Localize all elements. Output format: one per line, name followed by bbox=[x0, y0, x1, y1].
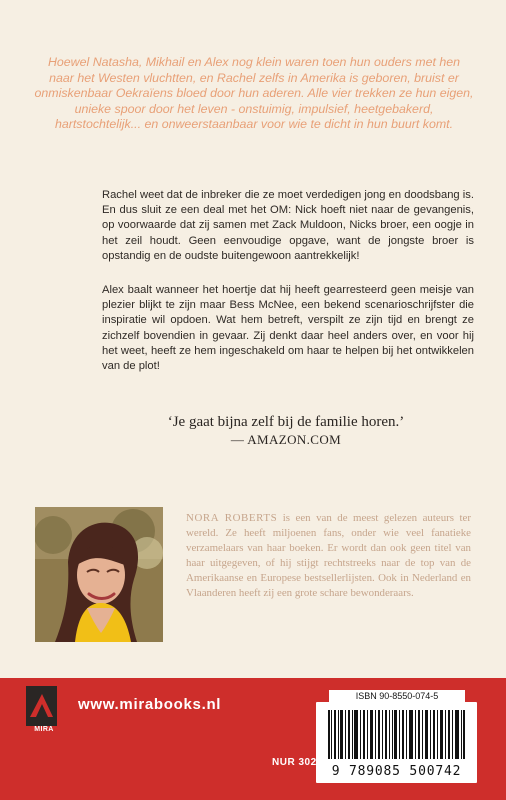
description-paragraph-2: Alex baalt wanneer het hoertje dat hij heeft gearresteerd geen meisje van plezier blijkt te zijn maar Bess McNee, een bekend scenarioschrijfster die inspiratie wil opdoen. Wat hem betreft, verspilt ze zijn tijd en brengt ze zichzelf bovendien in gevaar. Zij denkt daar heel anders over, en voor hij het weet, heeft ze hem ingeschakeld om haar te helpen bij het ontwikkelen van de plot! bbox=[102, 284, 474, 373]
website-link[interactable]: www.mirabooks.nl bbox=[78, 696, 222, 713]
publisher-name: MIRA bbox=[34, 726, 54, 733]
barcode-area bbox=[316, 702, 477, 783]
intro-blurb: Hoewel Natasha, Mikhail en Alex nog klein waren toen hun ouders met hen naar het Westen vluchtten, en Rachel zelfs in Amerika is geboren, bruist er onmiskenbaar Oekraïens bloed door hun aderen. Alle vier trekken ze hun eigen, unieke spoor door het leven - onstuimig, impulsief, heetgebakerd, hartstochtelijk... en onweerstaanbaar voor wie te dicht in hun buurt komt. bbox=[34, 55, 474, 132]
review-quote: ‘Je gaat bijna zelf bij de familie horen.’ bbox=[167, 414, 405, 430]
description-paragraph-1: Rachel weet dat de inbreker die ze moet verdedigen jong en doodsbang is. En dus sluit ze een deal met het OM: Nick hoeft niet naar de gevangenis, op voorwaarde dat zij samen met Zack Muldoon, Nicks broer, een oogje in het zeil houdt. Geen eenvoudige opgave, want de jongste broer is opstandig en de oudste buitengewoon aantrekkelijk! bbox=[102, 189, 474, 262]
mira-logo-icon bbox=[26, 686, 57, 726]
nur-code: NUR 302 bbox=[272, 757, 317, 768]
author-bio-text: is een van de meest gelezen auteurs ter wereld. Ze heeft miljoenen fans, onder wie veel fanatieke verzamelaars van haar boeken. Er wordt dan ook geen titel van haar uitgegeven, of hij stijgt rechtstreeks naar de top van de Amerikaanse en Europese bestsellerlijsten. Ook in Nederland en Vlaanderen heeft zij een grote schare bewonderaars. bbox=[186, 512, 471, 599]
isbn-label: ISBN 90-8550-074-5 bbox=[329, 690, 465, 702]
barcode-icon bbox=[328, 710, 465, 759]
author-photo bbox=[35, 507, 163, 642]
barcode-number: 9 789085 500742 bbox=[331, 764, 462, 779]
author-bio bbox=[186, 511, 471, 601]
quote-source: — AMAZON.COM bbox=[230, 432, 342, 447]
author-name: NORA ROBERTS bbox=[186, 512, 278, 524]
